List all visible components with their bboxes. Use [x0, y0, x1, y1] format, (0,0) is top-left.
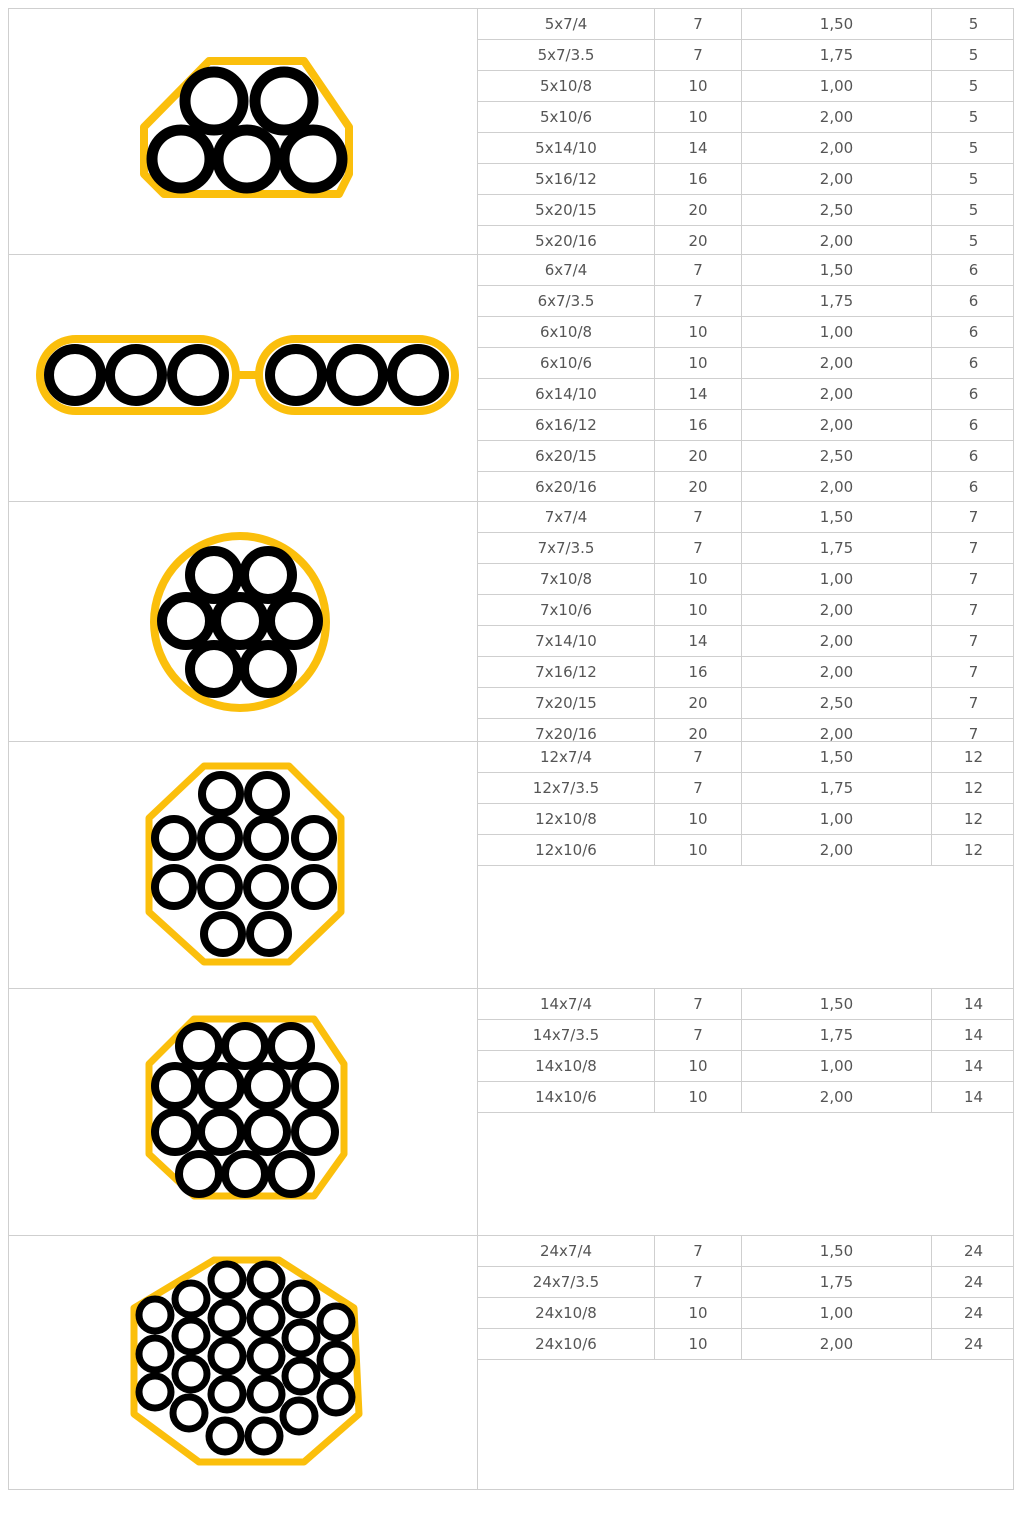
cell-tube-count: 5 [968, 15, 979, 33]
bundle-group-14 [8, 988, 1014, 1236]
table-row [478, 317, 1013, 348]
cell-wall-thickness: 1,50 [742, 989, 932, 1019]
cell-wall-thickness: 2,00 [742, 657, 932, 687]
cell-tube-outer-diameter: 7 [655, 255, 742, 285]
cell-designation: 6x10/8 [478, 317, 655, 347]
cell-wall-thickness: 2,00 [742, 133, 932, 163]
bundle-group-5 [8, 8, 1014, 255]
table-row [478, 1020, 1013, 1051]
table-row [478, 1267, 1013, 1298]
cell-tube-outer-diameter: 7 [655, 40, 742, 70]
cell-tube-outer-diameter: 20 [655, 441, 742, 471]
cell-tube-count: 7 [968, 570, 979, 588]
table-row [478, 502, 1013, 533]
cell-wall-thickness: 1,00 [742, 564, 932, 594]
cell-designation: 7x7/4 [478, 502, 655, 532]
cell-tube-count: 7 [968, 694, 979, 712]
cell-tube-count: 6 [968, 478, 979, 496]
table-row [478, 40, 1013, 71]
cell-wall-thickness: 1,50 [742, 502, 932, 532]
cell-tube-outer-diameter: 16 [655, 164, 742, 194]
table-row [478, 742, 1013, 773]
cell-wall-thickness: 1,75 [742, 1020, 932, 1050]
cell-designation: 12x10/8 [478, 804, 655, 834]
cell-tube-count: 7 [968, 663, 979, 681]
cell-tube-count: 14 [963, 995, 984, 1013]
cell-tube-count: 5 [968, 46, 979, 64]
cell-designation: 7x20/16 [478, 719, 655, 742]
cell-wall-thickness: 2,00 [742, 164, 932, 194]
bundle-rows [478, 502, 1013, 742]
bundle-image-cell [9, 742, 478, 988]
table-row [478, 719, 1013, 742]
cell-tube-outer-diameter: 16 [655, 657, 742, 687]
cell-wall-thickness: 2,00 [742, 226, 932, 255]
cell-wall-thickness: 2,50 [742, 441, 932, 471]
cell-designation: 14x7/3.5 [478, 1020, 655, 1050]
table-row [478, 773, 1013, 804]
cell-tube-count: 7 [968, 632, 979, 650]
cell-designation: 5x20/15 [478, 195, 655, 225]
cell-tube-outer-diameter: 7 [655, 1267, 742, 1297]
table-row [478, 102, 1013, 133]
cell-tube-count: 7 [968, 508, 979, 526]
bundle-image-cell [9, 1236, 478, 1489]
cell-wall-thickness: 2,00 [742, 626, 932, 656]
cell-tube-count: 6 [968, 323, 979, 341]
cell-wall-thickness: 2,00 [742, 410, 932, 440]
bundle-image-cell [9, 989, 478, 1235]
cell-designation: 7x16/12 [478, 657, 655, 687]
cell-designation: 5x14/10 [478, 133, 655, 163]
bundle-rows [478, 989, 1013, 1113]
cell-wall-thickness: 2,50 [742, 688, 932, 718]
cell-tube-outer-diameter: 10 [655, 804, 742, 834]
cell-tube-outer-diameter: 20 [655, 195, 742, 225]
cell-wall-thickness: 1,00 [742, 317, 932, 347]
cell-tube-outer-diameter: 7 [655, 773, 742, 803]
cell-wall-thickness: 1,50 [742, 742, 932, 772]
cell-designation: 5x7/3.5 [478, 40, 655, 70]
bundle-group-7 [8, 501, 1014, 742]
cell-designation: 6x7/4 [478, 255, 655, 285]
cell-tube-count: 5 [968, 77, 979, 95]
bundle-image-cell [9, 255, 478, 501]
twelve-tube-bundle-icon [9, 742, 478, 989]
cell-wall-thickness: 2,00 [742, 719, 932, 742]
cell-wall-thickness: 2,00 [742, 835, 932, 865]
table-row [478, 1236, 1013, 1267]
bundle-group-12 [8, 741, 1014, 989]
cell-wall-thickness: 2,50 [742, 195, 932, 225]
cell-wall-thickness: 1,50 [742, 9, 932, 39]
cell-designation: 12x7/4 [478, 742, 655, 772]
cell-tube-outer-diameter: 7 [655, 742, 742, 772]
table-row [478, 195, 1013, 226]
cell-tube-outer-diameter: 14 [655, 133, 742, 163]
table-row [478, 286, 1013, 317]
cell-tube-outer-diameter: 14 [655, 379, 742, 409]
table-row [478, 533, 1013, 564]
cell-designation: 24x7/4 [478, 1236, 655, 1266]
cell-tube-count: 24 [963, 1273, 984, 1291]
cell-tube-count: 14 [963, 1026, 984, 1044]
table-row [478, 9, 1013, 40]
cell-tube-outer-diameter: 10 [655, 1082, 742, 1112]
table-row [478, 626, 1013, 657]
cell-tube-count: 5 [968, 201, 979, 219]
cell-wall-thickness: 1,50 [742, 1236, 932, 1266]
cell-wall-thickness: 2,00 [742, 379, 932, 409]
cell-tube-count: 6 [968, 354, 979, 372]
cell-tube-count: 5 [968, 108, 979, 126]
cell-tube-outer-diameter: 16 [655, 410, 742, 440]
cell-wall-thickness: 1,75 [742, 1267, 932, 1297]
table-row [478, 989, 1013, 1020]
fourteen-tube-bundle-icon [9, 989, 478, 1236]
cell-designation: 24x7/3.5 [478, 1267, 655, 1297]
cell-tube-count: 6 [968, 416, 979, 434]
cell-tube-count: 14 [963, 1088, 984, 1106]
seven-tube-round-bundle-icon [9, 502, 478, 742]
cell-designation: 5x10/8 [478, 71, 655, 101]
cell-tube-count: 24 [963, 1242, 984, 1260]
cell-tube-outer-diameter: 7 [655, 533, 742, 563]
table-row [478, 255, 1013, 286]
bundle-group-24 [8, 1235, 1014, 1490]
cell-tube-outer-diameter: 20 [655, 226, 742, 255]
table-row [478, 1329, 1013, 1360]
cell-tube-count: 6 [968, 261, 979, 279]
cell-tube-count: 7 [968, 539, 979, 557]
cell-wall-thickness: 1,75 [742, 773, 932, 803]
cell-designation: 6x20/16 [478, 472, 655, 502]
cell-wall-thickness: 2,00 [742, 1082, 932, 1112]
cell-tube-outer-diameter: 7 [655, 1236, 742, 1266]
cell-designation: 12x10/6 [478, 835, 655, 865]
cell-wall-thickness: 2,00 [742, 595, 932, 625]
cell-designation: 7x7/3.5 [478, 533, 655, 563]
cell-tube-outer-diameter: 10 [655, 317, 742, 347]
table-row [478, 1298, 1013, 1329]
cell-designation: 6x14/10 [478, 379, 655, 409]
table-row [478, 804, 1013, 835]
cell-designation: 14x7/4 [478, 989, 655, 1019]
table-row [478, 441, 1013, 472]
cell-tube-outer-diameter: 14 [655, 626, 742, 656]
cell-tube-count: 24 [963, 1304, 984, 1322]
cell-wall-thickness: 1,00 [742, 804, 932, 834]
bundle-rows [478, 9, 1013, 255]
cell-tube-outer-diameter: 7 [655, 286, 742, 316]
cell-designation: 6x16/12 [478, 410, 655, 440]
cell-tube-count: 7 [968, 725, 979, 742]
cell-tube-outer-diameter: 10 [655, 835, 742, 865]
cell-designation: 12x7/3.5 [478, 773, 655, 803]
cell-tube-count: 5 [968, 232, 979, 250]
cell-designation: 6x20/15 [478, 441, 655, 471]
cell-tube-count: 12 [963, 841, 984, 859]
cell-wall-thickness: 2,00 [742, 348, 932, 378]
cell-designation: 7x14/10 [478, 626, 655, 656]
cell-wall-thickness: 1,00 [742, 1051, 932, 1081]
table-row [478, 595, 1013, 626]
cell-designation: 7x10/8 [478, 564, 655, 594]
cell-wall-thickness: 1,75 [742, 40, 932, 70]
cell-designation: 7x20/15 [478, 688, 655, 718]
bundle-group-6 [8, 254, 1014, 502]
cell-wall-thickness: 2,00 [742, 102, 932, 132]
cell-tube-count: 14 [963, 1057, 984, 1075]
bundle-rows [478, 255, 1013, 502]
twenty-four-tube-bundle-icon [9, 1236, 478, 1490]
bundle-image-cell [9, 502, 478, 741]
cell-tube-outer-diameter: 20 [655, 719, 742, 742]
cell-tube-count: 7 [968, 601, 979, 619]
cell-tube-count: 6 [968, 385, 979, 403]
cell-tube-count: 5 [968, 170, 979, 188]
cell-tube-outer-diameter: 20 [655, 472, 742, 502]
table-row [478, 164, 1013, 195]
cell-tube-outer-diameter: 20 [655, 688, 742, 718]
cell-tube-outer-diameter: 10 [655, 348, 742, 378]
bundle-image-cell [9, 9, 478, 254]
cell-wall-thickness: 2,00 [742, 472, 932, 502]
cell-tube-count: 6 [968, 292, 979, 310]
cell-tube-outer-diameter: 10 [655, 595, 742, 625]
table-row [478, 1082, 1013, 1113]
cell-designation: 14x10/6 [478, 1082, 655, 1112]
cell-designation: 6x7/3.5 [478, 286, 655, 316]
cell-tube-outer-diameter: 10 [655, 71, 742, 101]
cell-wall-thickness: 1,75 [742, 533, 932, 563]
cell-designation: 24x10/8 [478, 1298, 655, 1328]
table-row [478, 410, 1013, 441]
cell-tube-count: 24 [963, 1335, 984, 1353]
cell-tube-outer-diameter: 10 [655, 1329, 742, 1359]
cell-tube-outer-diameter: 10 [655, 564, 742, 594]
cell-designation: 7x10/6 [478, 595, 655, 625]
cell-tube-count: 5 [968, 139, 979, 157]
cell-wall-thickness: 1,00 [742, 1298, 932, 1328]
table-row [478, 835, 1013, 866]
cell-tube-outer-diameter: 10 [655, 1298, 742, 1328]
table-row [478, 688, 1013, 719]
cell-tube-outer-diameter: 7 [655, 989, 742, 1019]
cell-designation: 5x20/16 [478, 226, 655, 255]
cell-tube-outer-diameter: 7 [655, 502, 742, 532]
cell-tube-outer-diameter: 7 [655, 1020, 742, 1050]
cell-wall-thickness: 2,00 [742, 1329, 932, 1359]
table-row [478, 71, 1013, 102]
cell-tube-count: 6 [968, 447, 979, 465]
cell-tube-outer-diameter: 10 [655, 1051, 742, 1081]
cell-designation: 6x10/6 [478, 348, 655, 378]
cell-tube-count: 12 [963, 748, 984, 766]
cell-tube-outer-diameter: 7 [655, 9, 742, 39]
table-row [478, 657, 1013, 688]
cell-tube-count: 12 [963, 810, 984, 828]
cell-tube-outer-diameter: 10 [655, 102, 742, 132]
bundle-rows [478, 1236, 1013, 1360]
cell-tube-count: 12 [963, 779, 984, 797]
cell-wall-thickness: 1,75 [742, 286, 932, 316]
cell-designation: 5x16/12 [478, 164, 655, 194]
cell-designation: 24x10/6 [478, 1329, 655, 1359]
table-row [478, 226, 1013, 255]
cell-wall-thickness: 1,50 [742, 255, 932, 285]
table-row [478, 1051, 1013, 1082]
table-row [478, 472, 1013, 502]
cell-designation: 5x10/6 [478, 102, 655, 132]
table-row [478, 379, 1013, 410]
six-tube-flat-bundle-icon [9, 255, 478, 502]
cell-designation: 5x7/4 [478, 9, 655, 39]
five-tube-bundle-icon [9, 9, 478, 255]
table-row [478, 564, 1013, 595]
bundle-rows [478, 742, 1013, 866]
table-row [478, 133, 1013, 164]
table-row [478, 348, 1013, 379]
cell-wall-thickness: 1,00 [742, 71, 932, 101]
cell-designation: 14x10/8 [478, 1051, 655, 1081]
